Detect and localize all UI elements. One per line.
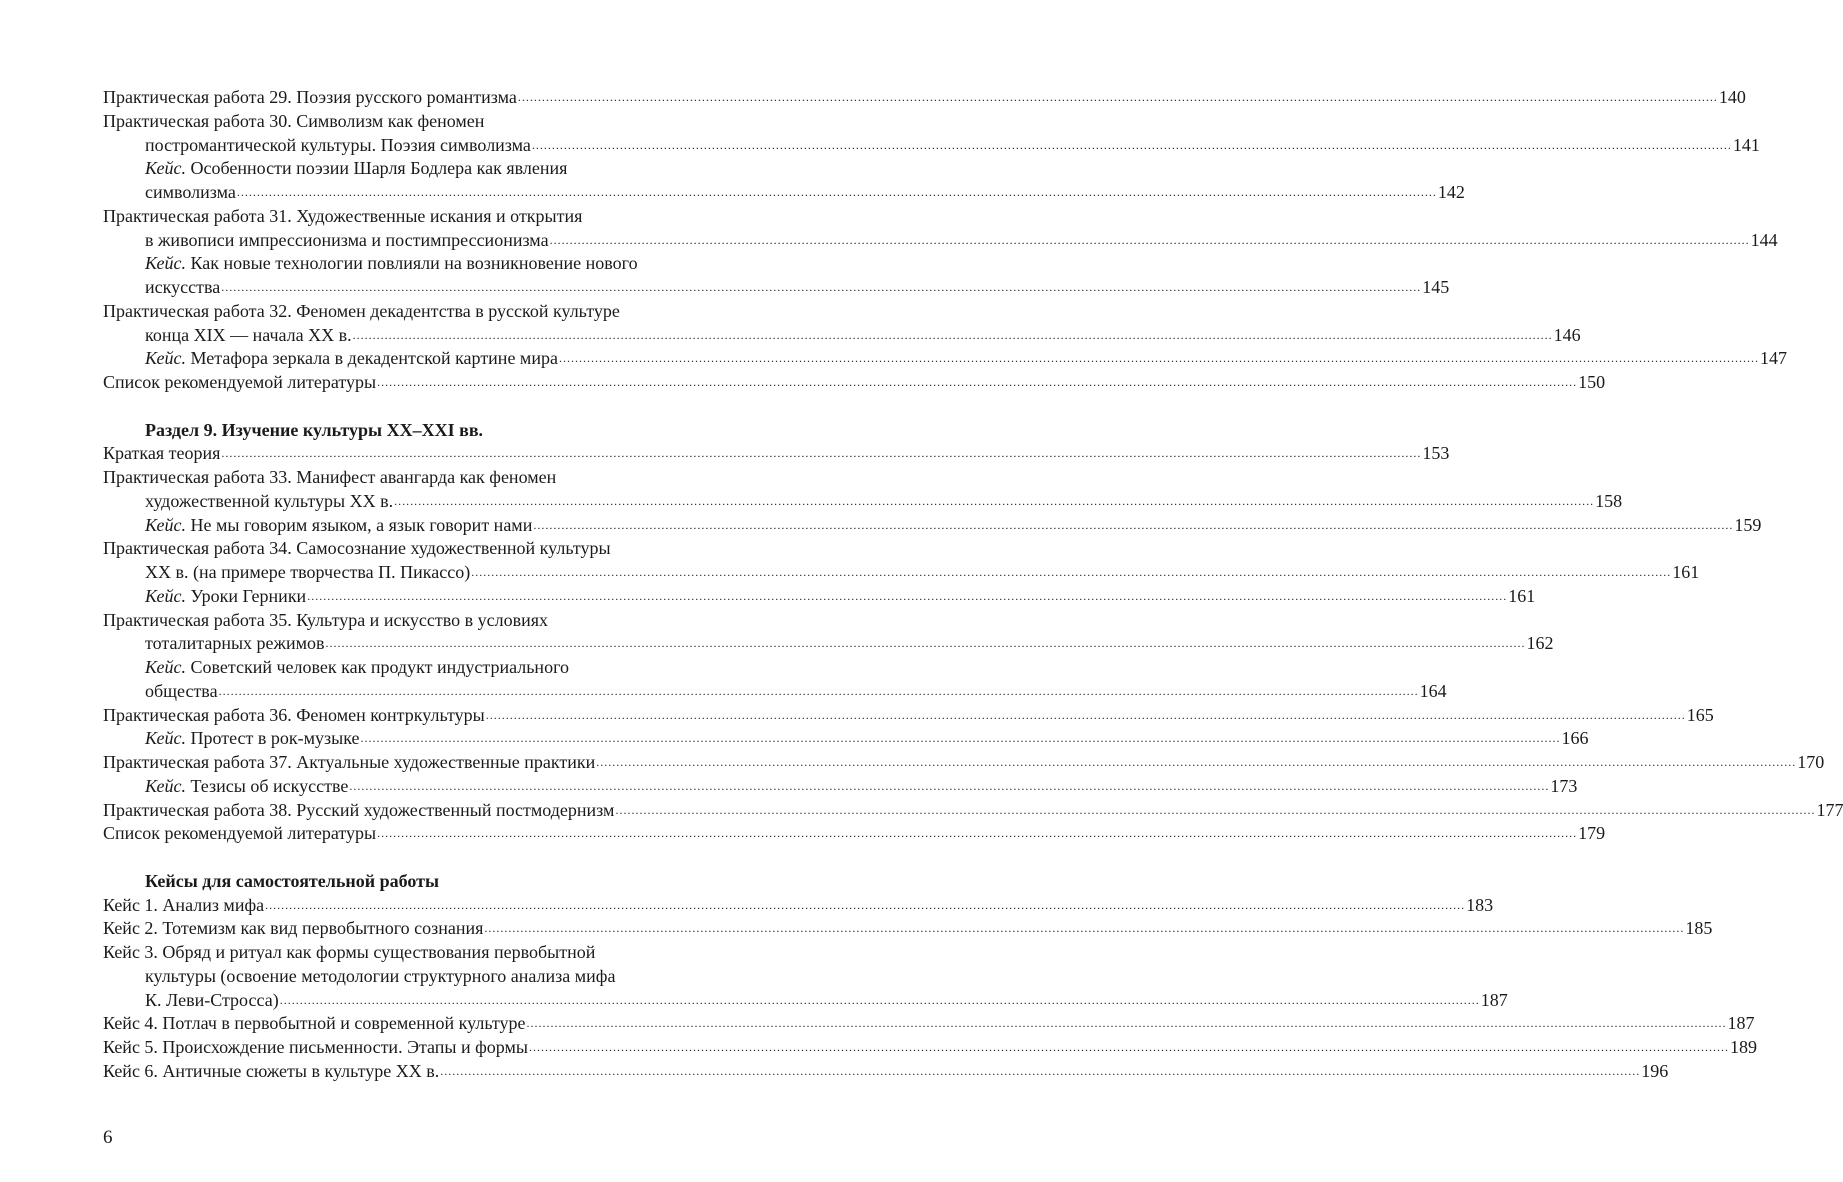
entry-title-text: художественной культуры XX в. <box>145 490 394 511</box>
dot-leader: ............................................................................................................................................................................................................................................................................................................ <box>394 493 1595 508</box>
entry-page-number: 170 <box>1797 752 1825 772</box>
entry-title-text: Практическая работа 35. Культура и искусство в условиях <box>103 609 549 630</box>
entry-title-line <box>145 585 306 609</box>
entry-title-line <box>103 894 264 918</box>
entry-title-text: Особенности поэзии Шарля Бодлера как явления <box>185 158 568 179</box>
entry-title-text: в живописи импрессионизма и постимпрессионизма <box>145 229 549 250</box>
toc-entry[interactable] <box>103 941 1508 1012</box>
case-label: Кейс. <box>145 775 186 796</box>
dot-leader: ............................................................................................................................................................................................................................................................................................................ <box>307 588 1508 603</box>
entry-title-text: Кейс 4. Потлач в первобытной и современной культуре <box>103 1013 526 1034</box>
entry-title-text: искусства <box>145 277 221 297</box>
entry-page-number: 146 <box>1553 324 1581 345</box>
entry-title-text: Кейс 1. Анализ мифа <box>103 894 265 915</box>
entry-title-line <box>103 704 485 728</box>
dot-leader: ............................................................................................................................................................................................................................................................................................................ <box>325 636 1526 651</box>
entry-title-text: Кейс 2. Тотемизм как вид первобытного сознания <box>103 918 484 939</box>
dot-leader: ............................................................................................................................................................................................................................................................................................................ <box>485 707 1686 722</box>
toc-entry-case[interactable] <box>103 585 1536 609</box>
entry-page-number: 185 <box>1685 918 1713 939</box>
entry-page-number: 142 <box>1437 182 1465 202</box>
page-number: 6 <box>103 1127 113 1148</box>
entry-title-text: Протест в рок-музыке <box>185 728 360 749</box>
dot-leader: ............................................................................................................................................................................................................................................................................................................ <box>349 778 1550 793</box>
entry-title-line <box>145 276 220 300</box>
entry-title-text: Кейс 6. Античные сюжеты в культуре XX в. <box>103 1060 440 1081</box>
dot-leader: ............................................................................................................................................................................................................................................................................................................ <box>440 1063 1641 1078</box>
dot-leader: ............................................................................................................................................................................................................................................................................................................ <box>517 90 1718 104</box>
entry-title-text: Список рекомендуемой литературы <box>103 372 377 392</box>
entry-title-line <box>103 799 614 823</box>
entry-page-number: 140 <box>1718 87 1746 107</box>
dot-leader: ............................................................................................................................................................................................................................................................................................................ <box>615 802 1816 817</box>
entry-title-line <box>103 537 611 561</box>
entry-title-line <box>103 371 376 395</box>
entry-page-number: 161 <box>1508 585 1536 606</box>
dot-leader: ............................................................................................................................................................................................................................................................................................................ <box>221 280 1422 294</box>
dot-leader: ............................................................................................................................................................................................................................................................................................................ <box>533 517 1734 532</box>
entry-page-number: 166 <box>1561 728 1589 749</box>
toc-entry[interactable] <box>103 609 1554 657</box>
entry-page-number: 177 <box>1816 799 1843 820</box>
case-label: Кейс. <box>145 253 186 274</box>
toc-entry[interactable] <box>103 1036 1758 1060</box>
entry-title-text: Практическая работа 36. Феномен контркультуры <box>103 704 485 725</box>
entry-title-text: Практическая работа 34. Самосознание художественной культуры <box>103 538 611 559</box>
toc-entry-case[interactable] <box>103 727 1589 751</box>
entry-title-line <box>145 775 348 799</box>
dot-leader: ............................................................................................................................................................................................................................................................................................................ <box>484 921 1685 936</box>
dot-leader: ............................................................................................................................................................................................................................................................................................................ <box>377 826 1578 841</box>
entry-title-line <box>145 134 531 158</box>
entry-title-line <box>103 609 548 633</box>
entry-title-text: Кейс 5. Происхождение письменности. Этапы и формы <box>103 1037 529 1057</box>
entry-title-text: Краткая теория <box>103 443 221 464</box>
entry-title-line <box>103 300 620 324</box>
entry-title-line <box>145 727 360 751</box>
case-label: Кейс. <box>145 585 186 606</box>
entry-title-text: Практическая работа 33. Манифест авангарда как феномен <box>103 467 557 487</box>
toc-entry[interactable] <box>103 300 1581 348</box>
dot-leader: ............................................................................................................................................................................................................................................................................................................ <box>221 446 1422 461</box>
dot-leader: ............................................................................................................................................................................................................................................................................................................ <box>236 185 1437 199</box>
entry-title-line <box>103 466 556 490</box>
entry-title-text: К. Леви-Стросса) <box>145 989 279 1010</box>
entry-title-text: Практическая работа 31. Художественные искания и открытия <box>103 205 583 226</box>
entry-page-number: 164 <box>1419 680 1447 701</box>
entry-title-line <box>145 157 567 181</box>
case-label: Кейс. <box>145 728 186 749</box>
entry-title-text: Не мы говорим языком, а язык говорит нами <box>185 514 533 535</box>
dot-leader: ............................................................................................................................................................................................................................................................................................................ <box>377 375 1578 389</box>
entry-title-line <box>103 110 484 134</box>
toc-entry-case[interactable] <box>103 775 1578 799</box>
dot-leader: ............................................................................................................................................................................................................................................................................................................ <box>352 327 1553 342</box>
dot-leader: ............................................................................................................................................................................................................................................................................................................ <box>265 897 1466 912</box>
dot-leader: ............................................................................................................................................................................................................................................................................................................ <box>360 731 1561 746</box>
entry-title-line <box>103 205 582 229</box>
entry-title-text: XX в. (на примере творчества П. Пикассо) <box>145 562 471 582</box>
toc-entry[interactable] <box>103 86 1746 110</box>
toc-entry[interactable] <box>103 799 1843 823</box>
entry-page-number: 161 <box>1672 562 1700 582</box>
toc-entry-case[interactable] <box>103 157 1465 205</box>
entry-title-text: Советский человек как продукт индустриального <box>185 657 570 677</box>
toc-entry-case[interactable] <box>103 252 1450 300</box>
case-label: Кейс. <box>145 158 186 179</box>
entry-page-number: 183 <box>1466 894 1494 915</box>
entry-page-number: 159 <box>1734 514 1762 535</box>
entry-title-text: Практическая работа 29. Поэзия русского романтизма <box>103 87 517 107</box>
entry-title-text: конца XIX — начала XX в. <box>145 324 352 345</box>
table-of-contents <box>103 86 1843 1084</box>
entry-title-line <box>103 751 595 775</box>
toc-entry[interactable] <box>103 704 1714 728</box>
entry-title-text: Практическая работа 32. Феномен декадентства в русской культуре <box>103 300 620 321</box>
entry-title-text: Тезисы об искусстве <box>185 775 349 796</box>
toc-entry[interactable] <box>103 751 1825 775</box>
entry-page-number: 179 <box>1578 823 1606 844</box>
dot-leader: ............................................................................................................................................................................................................................................................................................................ <box>549 232 1750 247</box>
entry-page-number: 189 <box>1730 1037 1758 1057</box>
entry-title-line <box>145 656 569 680</box>
entry-title-line <box>145 965 615 989</box>
section-heading: Кейсы для самостоятельной работы <box>145 870 440 891</box>
entry-title-line <box>145 229 549 253</box>
entry-title-line <box>103 442 220 466</box>
entry-page-number: 173 <box>1550 775 1578 796</box>
entry-page-number: 196 <box>1641 1060 1669 1081</box>
entry-title-line <box>103 86 517 110</box>
entry-page-number: 187 <box>1727 1013 1755 1034</box>
toc-entry[interactable] <box>103 371 1606 395</box>
toc-entry-case[interactable] <box>103 514 1762 538</box>
entry-title-line <box>145 514 532 538</box>
entry-title-line <box>145 181 236 205</box>
toc-entry[interactable] <box>103 537 1700 585</box>
entry-page-number: 187 <box>1480 989 1508 1010</box>
entry-title-line <box>145 324 352 348</box>
toc-entry[interactable] <box>103 894 1494 918</box>
toc-entry[interactable] <box>103 205 1778 253</box>
dot-leader: ............................................................................................................................................................................................................................................................................................................ <box>558 351 1759 366</box>
entry-page-number: 162 <box>1526 633 1554 654</box>
entry-page-number: 150 <box>1578 372 1606 392</box>
case-label: Кейс. <box>145 514 186 535</box>
entry-title-text: общества <box>145 680 218 701</box>
entry-title-line <box>103 822 376 846</box>
section-heading: Раздел 9. Изучение культуры XX–XXI вв. <box>145 419 484 440</box>
entry-title-text: Уроки Герники <box>185 585 307 606</box>
entry-title-line <box>145 252 638 276</box>
entry-title-line <box>145 490 393 514</box>
entry-title-text: символизма <box>145 182 236 202</box>
entry-title-line <box>145 632 325 656</box>
case-label: Кейс. <box>145 348 186 369</box>
toc-entry[interactable] <box>103 110 1760 158</box>
entry-title-text: Список рекомендуемой литературы <box>103 823 377 844</box>
entry-title-text: Кейс 3. Обряд и ритуал как формы существования первобытной <box>103 942 596 962</box>
entry-title-line <box>103 1012 526 1036</box>
entry-title-text: культуры (освоение методологии структурного анализа мифа <box>145 965 616 986</box>
entry-title-line <box>145 347 558 371</box>
entry-title-text: Практическая работа 38. Русский художественный постмодернизм <box>103 799 615 820</box>
entry-page-number: 165 <box>1686 704 1714 725</box>
toc-entry[interactable] <box>103 1060 1669 1084</box>
toc-entry[interactable] <box>103 917 1713 941</box>
entry-page-number: 144 <box>1750 229 1778 250</box>
dot-leader: ............................................................................................................................................................................................................................................................................................................ <box>531 137 1732 152</box>
entry-title-line <box>145 989 279 1013</box>
toc-entry[interactable] <box>103 442 1450 466</box>
dot-leader: ............................................................................................................................................................................................................................................................................................................ <box>471 565 1672 579</box>
entry-page-number: 147 <box>1759 348 1787 369</box>
entry-page-number: 141 <box>1732 134 1760 155</box>
entry-title-text: Метафора зеркала в декадентской картине мира <box>185 348 558 369</box>
entry-title-text: Практическая работа 37. Актуальные художественные практики <box>103 752 596 772</box>
entry-page-number: 158 <box>1595 490 1623 511</box>
entry-title-text: Практическая работа 30. Символизм как феномен <box>103 110 485 131</box>
dot-leader: ............................................................................................................................................................................................................................................................................................................ <box>279 992 1480 1007</box>
entry-title-text: тоталитарных режимов <box>145 633 325 654</box>
entry-title-line <box>103 917 483 941</box>
dot-leader: ............................................................................................................................................................................................................................................................................................................ <box>218 683 1419 698</box>
entry-title-text: Как новые технологии повлияли на возникновение нового <box>185 253 638 274</box>
toc-entry[interactable] <box>103 1012 1755 1036</box>
case-label: Кейс. <box>145 657 186 677</box>
dot-leader: ............................................................................................................................................................................................................................................................................................................ <box>596 755 1797 769</box>
entry-title-line <box>103 1060 439 1084</box>
entry-title-line <box>145 680 218 704</box>
toc-entry[interactable] <box>103 466 1623 514</box>
entry-title-line <box>103 1036 528 1060</box>
entry-title-line <box>103 941 595 965</box>
entry-page-number: 153 <box>1422 443 1450 464</box>
dot-leader: ............................................................................................................................................................................................................................................................................................................ <box>526 1016 1727 1031</box>
entry-title-text: постромантической культуры. Поэзия символизма <box>145 134 531 155</box>
entry-title-line <box>145 561 470 585</box>
entry-page-number: 145 <box>1422 277 1450 297</box>
toc-entry-case[interactable] <box>103 656 1447 704</box>
toc-entry-case[interactable] <box>103 347 1787 371</box>
dot-leader: ............................................................................................................................................................................................................................................................................................................ <box>529 1040 1730 1054</box>
toc-entry[interactable] <box>103 822 1606 846</box>
